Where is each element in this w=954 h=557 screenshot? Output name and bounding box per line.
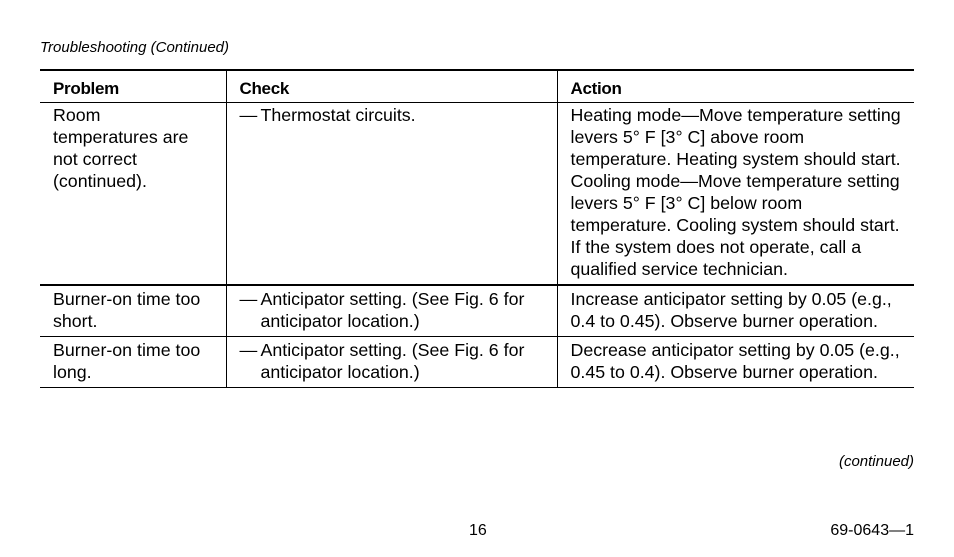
action-cell — [557, 285, 914, 337]
check-cell — [226, 337, 557, 388]
action-cell — [557, 103, 914, 286]
check-text: Thermostat circuits. — [260, 105, 416, 125]
troubleshooting-table — [40, 69, 914, 388]
action-cell — [557, 337, 914, 388]
column-header-problem: Problem — [40, 70, 226, 103]
problem-text: Burner-on time too short. — [53, 289, 201, 331]
action-text: Decrease anticipator setting by 0.05 (e.g., 0.45 to 0.4). Observe burner operation. — [570, 340, 900, 382]
action-cooling-text: Cooling mode—Move temperature setting levers 5° F [3° C] below room temperature. Cooling system should start. If the system does not operate, call a qualified service technician. — [570, 171, 900, 279]
check-text: Anticipator setting. (See Fig. 6 for anticipator location.) — [260, 340, 525, 382]
continued-label: (continued) — [838, 453, 914, 470]
section-title: Troubleshooting (Continued) — [40, 39, 230, 56]
check-item — [240, 339, 549, 383]
table-row — [40, 285, 914, 337]
check-item — [240, 288, 549, 332]
dash-bullet: — — [239, 105, 258, 125]
action-heating-text: Heating mode—Move temperature setting levers 5° F [3° C] above room temperature. Heating system should start. — [570, 105, 901, 169]
dash-bullet: — — [239, 340, 258, 360]
column-header-action: Action — [557, 70, 914, 103]
table-header-row — [40, 70, 914, 103]
document-number: 69-0643—1 — [830, 522, 914, 539]
table-row — [40, 337, 914, 388]
problem-text: Room temperatures are not correct (continued). — [53, 105, 189, 191]
dash-bullet: — — [239, 289, 258, 309]
problem-text: Burner-on time too long. — [53, 340, 201, 382]
problem-cell — [40, 337, 226, 388]
table-row — [40, 103, 914, 286]
check-item — [240, 104, 549, 126]
action-text: Increase anticipator setting by 0.05 (e.g., 0.4 to 0.45). Observe burner operation. — [570, 289, 892, 331]
check-cell — [226, 285, 557, 337]
column-header-check: Check — [226, 70, 557, 103]
check-text: Anticipator setting. (See Fig. 6 for anticipator location.) — [260, 289, 525, 331]
page-number: 16 — [469, 522, 487, 539]
problem-cell — [40, 285, 226, 337]
check-cell — [226, 103, 557, 286]
problem-cell — [40, 103, 226, 286]
